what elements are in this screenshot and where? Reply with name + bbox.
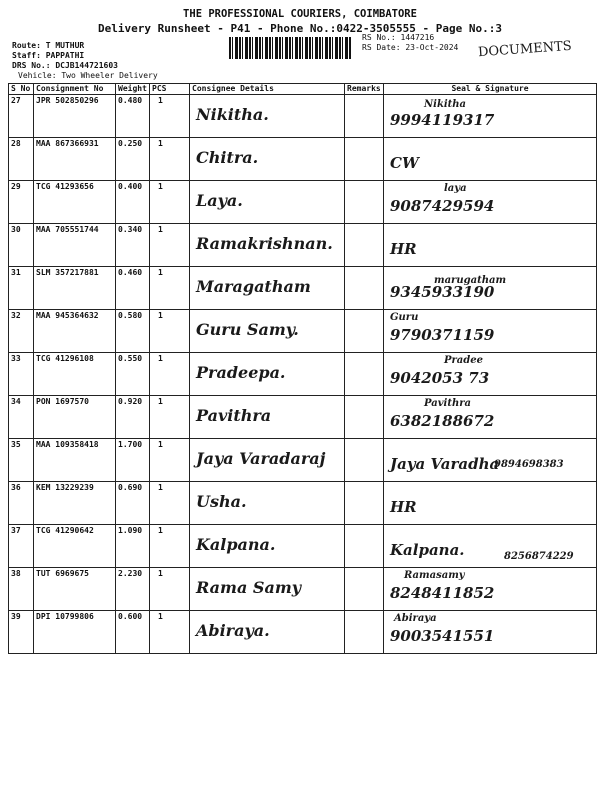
runsheet-table	[8, 83, 597, 654]
cell-pcs: 1	[150, 138, 190, 181]
cell-remarks	[345, 267, 384, 310]
cell-consignee	[190, 353, 345, 396]
cell-pcs: 1	[150, 353, 190, 396]
table-row	[9, 310, 597, 353]
staff-info: Staff: PAPPATHI	[12, 51, 85, 60]
consignee-handwriting: Usha.	[196, 492, 247, 511]
documents-stamp: DOCUMENTS	[477, 38, 573, 61]
cell-signature	[384, 224, 597, 267]
signature-handwriting: 9003541551	[390, 627, 495, 645]
cell-pcs: 1	[150, 525, 190, 568]
cell-consignee	[190, 181, 345, 224]
consignee-handwriting: Pradeepa.	[196, 363, 286, 382]
cell-weight: 1.090	[116, 525, 150, 568]
signature-handwriting: 9087429594	[390, 197, 495, 215]
cell-signature	[384, 396, 597, 439]
signature-handwriting: 9345933190	[390, 283, 495, 301]
cell-signature	[384, 439, 597, 482]
signature-note: Guru	[390, 312, 419, 323]
cell-remarks	[345, 482, 384, 525]
signature-handwriting: 9042053 73	[390, 369, 490, 387]
cell-signature	[384, 310, 597, 353]
cell-weight: 0.340	[116, 224, 150, 267]
cell-consignment: PON 1697570	[34, 396, 116, 439]
signature-handwriting: 6382188672	[390, 412, 495, 430]
company-title: THE PROFESSIONAL COURIERS, COIMBATORE	[183, 8, 417, 20]
table-row	[9, 224, 597, 267]
signature-note: Pavithra	[424, 398, 471, 409]
cell-signature	[384, 568, 597, 611]
signature-note: laya	[444, 183, 467, 194]
table-row	[9, 267, 597, 310]
rs-number: RS No.: 1447216	[362, 33, 435, 42]
table-row	[9, 611, 597, 654]
route-info: Route: T MUTHUR	[12, 41, 85, 50]
cell-consignee	[190, 396, 345, 439]
cell-consignment: MAA 945364632	[34, 310, 116, 353]
cell-pcs: 1	[150, 224, 190, 267]
cell-signature	[384, 353, 597, 396]
cell-remarks	[345, 95, 384, 138]
col-consignee: Consignee Details	[190, 84, 345, 95]
cell-sno: 30	[9, 224, 34, 267]
signature-note: Ramasamy	[404, 570, 465, 581]
cell-consignment: TCG 41296108	[34, 353, 116, 396]
cell-consignment: MAA 705551744	[34, 224, 116, 267]
cell-remarks	[345, 224, 384, 267]
cell-sno: 29	[9, 181, 34, 224]
signature-note: Nikitha	[424, 99, 467, 110]
cell-sno: 39	[9, 611, 34, 654]
cell-consignee	[190, 267, 345, 310]
cell-consignment: TUT 6969675	[34, 568, 116, 611]
cell-consignment: KEM 13229239	[34, 482, 116, 525]
cell-pcs: 1	[150, 310, 190, 353]
consignee-handwriting: Jaya Varadaraj	[196, 449, 326, 468]
cell-sno: 34	[9, 396, 34, 439]
col-remarks: Remarks	[345, 84, 384, 95]
cell-signature	[384, 525, 597, 568]
cell-sno: 37	[9, 525, 34, 568]
cell-consignment: MAA 109358418	[34, 439, 116, 482]
cell-consignee	[190, 310, 345, 353]
cell-signature	[384, 267, 597, 310]
cell-consignee	[190, 611, 345, 654]
cell-consignment: DPI 10799806	[34, 611, 116, 654]
cell-consignee	[190, 568, 345, 611]
consignee-handwriting: Abiraya.	[196, 621, 270, 640]
cell-pcs: 1	[150, 439, 190, 482]
col-signature: Seal & Signature	[384, 84, 597, 95]
table-row	[9, 181, 597, 224]
consignee-handwriting: Rama Samy	[196, 578, 302, 597]
cell-sno: 32	[9, 310, 34, 353]
cell-weight: 0.920	[116, 396, 150, 439]
consignee-handwriting: Kalpana.	[196, 535, 276, 554]
cell-consignee	[190, 525, 345, 568]
col-sno: S No	[9, 84, 34, 95]
table-row	[9, 439, 597, 482]
consignee-handwriting: Pavithra	[196, 406, 272, 425]
signature-handwriting: HR	[390, 240, 417, 258]
table-row	[9, 95, 597, 138]
cell-signature	[384, 95, 597, 138]
cell-consignee	[190, 439, 345, 482]
signature-handwriting: 9994119317	[390, 111, 495, 129]
cell-signature	[384, 482, 597, 525]
cell-consignment: JPR 502850296	[34, 95, 116, 138]
table-row	[9, 482, 597, 525]
cell-sno: 31	[9, 267, 34, 310]
cell-weight: 0.250	[116, 138, 150, 181]
cell-pcs: 1	[150, 611, 190, 654]
cell-remarks	[345, 138, 384, 181]
cell-consignment: TCG 41293656	[34, 181, 116, 224]
cell-sno: 35	[9, 439, 34, 482]
consignee-handwriting: Maragatham	[196, 277, 311, 296]
cell-signature	[384, 181, 597, 224]
signature-handwriting: HR	[390, 498, 417, 516]
table-header-row	[9, 84, 597, 95]
signature-handwriting: 9790371159	[390, 326, 495, 344]
consignee-handwriting: Ramakrishnan.	[196, 234, 333, 253]
cell-consignee	[190, 482, 345, 525]
consignee-handwriting: Guru Samy.	[196, 320, 299, 339]
cell-consignment: TCG 41290642	[34, 525, 116, 568]
cell-signature	[384, 611, 597, 654]
cell-remarks	[345, 181, 384, 224]
barcode-graphic	[229, 37, 351, 59]
cell-sno: 27	[9, 95, 34, 138]
table-row	[9, 568, 597, 611]
table-row	[9, 353, 597, 396]
vehicle-info: Vehicle: Two Wheeler Delivery	[18, 71, 158, 80]
consignee-handwriting: Laya.	[196, 191, 243, 210]
cell-pcs: 1	[150, 181, 190, 224]
cell-weight: 0.480	[116, 95, 150, 138]
cell-remarks	[345, 353, 384, 396]
cell-pcs: 1	[150, 95, 190, 138]
cell-weight: 0.400	[116, 181, 150, 224]
cell-consignment: SLM 357217881	[34, 267, 116, 310]
cell-pcs: 1	[150, 267, 190, 310]
cell-signature	[384, 138, 597, 181]
signature-handwriting: 8248411852	[390, 584, 495, 602]
runsheet-subtitle: Delivery Runsheet - P41 - Phone No.:0422-3505555 - Page No.:3	[98, 22, 502, 35]
cell-weight: 0.550	[116, 353, 150, 396]
cell-pcs: 1	[150, 396, 190, 439]
signature-note: 9894698383	[494, 459, 564, 470]
cell-sno: 33	[9, 353, 34, 396]
consignee-handwriting: Nikitha.	[196, 105, 269, 124]
consignee-handwriting: Chitra.	[196, 148, 259, 167]
cell-consignee	[190, 138, 345, 181]
drs-number: DRS No.: DCJB144721603	[12, 61, 118, 70]
cell-remarks	[345, 525, 384, 568]
cell-weight: 2.230	[116, 568, 150, 611]
cell-consignment: MAA 867366931	[34, 138, 116, 181]
cell-consignee	[190, 224, 345, 267]
col-weight: Weight	[116, 84, 150, 95]
table-row	[9, 138, 597, 181]
signature-note: Abiraya	[394, 613, 437, 624]
signature-note: marugatham	[434, 275, 507, 286]
cell-weight: 0.580	[116, 310, 150, 353]
signature-note: 8256874229	[504, 551, 574, 562]
cell-pcs: 1	[150, 482, 190, 525]
signature-note: Pradee	[444, 355, 483, 366]
cell-weight: 1.700	[116, 439, 150, 482]
col-consignment: Consignment No	[34, 84, 116, 95]
signature-handwriting: Jaya Varadha	[390, 455, 500, 473]
cell-weight: 0.690	[116, 482, 150, 525]
cell-sno: 38	[9, 568, 34, 611]
cell-pcs: 1	[150, 568, 190, 611]
cell-remarks	[345, 310, 384, 353]
cell-weight: 0.600	[116, 611, 150, 654]
cell-weight: 0.460	[116, 267, 150, 310]
cell-remarks	[345, 568, 384, 611]
signature-handwriting: Kalpana.	[390, 541, 465, 559]
cell-sno: 36	[9, 482, 34, 525]
cell-consignee	[190, 95, 345, 138]
rs-date: RS Date: 23-Oct-2024	[362, 43, 459, 52]
cell-remarks	[345, 396, 384, 439]
cell-sno: 28	[9, 138, 34, 181]
table-row	[9, 525, 597, 568]
table-row	[9, 396, 597, 439]
cell-remarks	[345, 611, 384, 654]
col-pcs: PCS	[150, 84, 190, 95]
signature-handwriting: CW	[390, 154, 419, 172]
cell-remarks	[345, 439, 384, 482]
